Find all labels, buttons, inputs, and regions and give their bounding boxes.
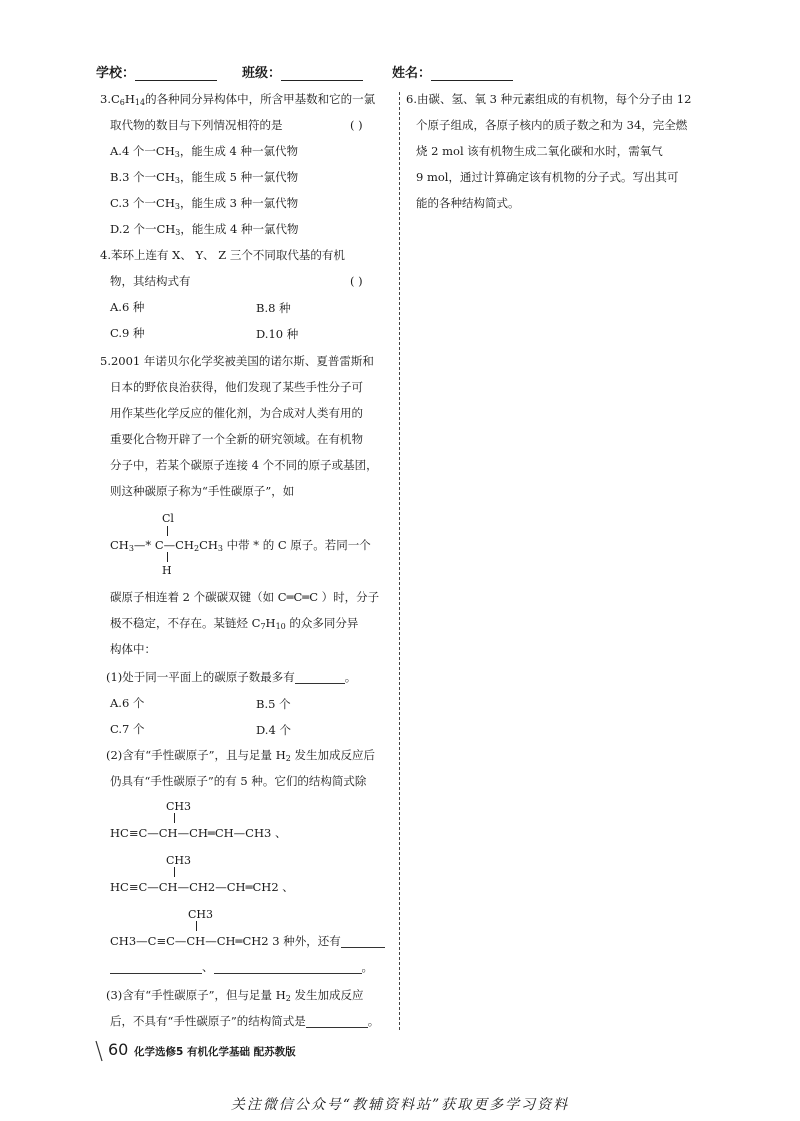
school-label: 学校： bbox=[96, 66, 136, 81]
column-divider bbox=[399, 92, 400, 1030]
formula2-main: HC≡C—CH—CH2—CH═CH2 、 bbox=[110, 880, 294, 894]
class-label: 班级： bbox=[242, 66, 282, 81]
formula3-methyl: CH3 bbox=[188, 908, 214, 921]
formula2-methyl: CH3 bbox=[166, 854, 192, 867]
q5-sub1-option-a: A.6 个 bbox=[110, 696, 145, 710]
class-field bbox=[242, 62, 363, 81]
q5-sub1-question: (1)处于同一平面上的碳原子数最多有 。 bbox=[106, 670, 357, 684]
q4-answer-paren: ( ) bbox=[350, 274, 363, 288]
page-number: 60 bbox=[108, 1040, 129, 1059]
q4-line2: 物，其结构式有 bbox=[110, 274, 191, 288]
chiral-example-h: H bbox=[162, 564, 172, 577]
q3-option-b: B.3 个一$CH_3$，能生成 5 种一氯代物 bbox=[110, 170, 299, 185]
q5-sub1-blank bbox=[295, 671, 345, 684]
q5-line9: 构体中： bbox=[110, 642, 156, 656]
book-title: 化学选修5 有机化学基础 配苏教版 bbox=[134, 1046, 296, 1058]
chiral-example-formula: $CH_3—*$ $C—CH_2CH_3$ 中带 * 的 C 原子。若同一个 bbox=[110, 538, 371, 553]
formula1-branch-bond bbox=[174, 813, 175, 823]
q5-sub1-option-c: C.7 个 bbox=[110, 722, 145, 736]
q3-line1: $3.C_6H_{14}$的各种同分异构体中，所含甲基数和它的一氯 bbox=[100, 92, 376, 107]
promo-note: 关注微信公众号“教辅资料站”获取更多学习资料 bbox=[230, 1097, 570, 1113]
q6-line4: 9 mol，通过计算确定该有机物的分子式。写出其可 bbox=[416, 170, 679, 184]
formula1-methyl: CH3 bbox=[166, 800, 192, 813]
formula2-branch-bond bbox=[174, 867, 175, 877]
q3-option-c: C.3 个一$CH_3$，能生成 3 种一氯代物 bbox=[110, 196, 299, 211]
name-field bbox=[392, 62, 513, 81]
footer-slash-decoration bbox=[94, 1040, 104, 1062]
q4-line1: 4.苯环上连有 X、 Y、 Z 三个不同取代基的有机 bbox=[100, 248, 345, 262]
formula3-answer-line: 、 。 bbox=[110, 960, 373, 974]
q3-answer-paren: ( ) bbox=[350, 118, 363, 132]
q3-option-d: D.2 个一$CH_3$，能生成 4 种一氯代物 bbox=[110, 222, 299, 237]
formula3-blank2 bbox=[110, 961, 202, 974]
name-label: 姓名： bbox=[392, 66, 432, 81]
q4-option-c: C.9 种 bbox=[110, 326, 145, 340]
q5-sub3-blank bbox=[306, 1015, 368, 1028]
school-field bbox=[96, 62, 217, 81]
name-blank bbox=[431, 66, 513, 81]
school-blank bbox=[135, 66, 217, 81]
chiral-example-bond-down bbox=[167, 552, 168, 562]
q6-line2: 个原子组成，各原子核内的质子数之和为 34，完全燃 bbox=[416, 118, 688, 132]
q5-line5: 分子中，若某个碳原子连接 4 个不同的原子或基团， bbox=[110, 458, 378, 472]
q5-sub2-line2: 仍具有“手性碳原子”的有 5 种。它们的结构简式除 bbox=[110, 774, 367, 788]
formula3-blank3 bbox=[214, 961, 362, 974]
formula1-main: HC≡C—CH—CH═CH—CH3 、 bbox=[110, 826, 287, 840]
formula3-main: CH3—C≡C—CH—CH═CH2 3 种外，还有 bbox=[110, 934, 385, 948]
q5-sub1-option-b: B.5 个 bbox=[256, 697, 291, 711]
q4-option-d: D.10 种 bbox=[256, 327, 299, 341]
q5-sub3-line2: 后，不具有“手性碳原子”的结构简式是 。 bbox=[110, 1014, 380, 1028]
chiral-example-bond-up bbox=[167, 526, 168, 536]
page-footer bbox=[94, 1040, 354, 1062]
q5-line2: 日本的野依良治获得，他们发现了某些手性分子可 bbox=[110, 380, 363, 394]
q5-line6: 则这种碳原子称为“手性碳原子”，如 bbox=[110, 484, 295, 498]
q5-line7: 碳原子相连着 2 个碳碳双键（如 C═C═C ）时，分子 bbox=[110, 590, 380, 604]
q5-sub2-line1: (2)含有“手性碳原子”，且与足量 $H_2$ 发生加成反应后 bbox=[106, 748, 375, 763]
chiral-example-cl: Cl bbox=[162, 512, 174, 525]
q5-line3: 用作某些化学反应的催化剂，为合成对人类有用的 bbox=[110, 406, 363, 420]
class-blank bbox=[281, 66, 363, 81]
q4-option-a: A.6 种 bbox=[110, 300, 145, 314]
q3-line2: 取代物的数目与下列情况相符的是 bbox=[110, 118, 283, 132]
q6-line5: 能的各种结构简式。 bbox=[416, 196, 520, 210]
formula3-branch-bond bbox=[196, 921, 197, 931]
formula3-blank1 bbox=[341, 935, 385, 948]
q6-line3: 烧 2 mol 该有机物生成二氧化碳和水时，需氧气 bbox=[416, 144, 663, 158]
q5-line8: 极不稳定，不存在。某链烃 $C_7H_{10}$ 的众多同分异 bbox=[110, 616, 359, 631]
q5-sub3-line1: (3)含有“手性碳原子”，但与足量 $H_2$ 发生加成反应 bbox=[106, 988, 364, 1003]
q4-option-b: B.8 种 bbox=[256, 301, 291, 315]
q5-line1: 5.2001 年诺贝尔化学奖被美国的诺尔斯、夏普雷斯和 bbox=[100, 354, 374, 368]
q5-sub1-option-d: D.4 个 bbox=[256, 723, 291, 737]
q5-line4: 重要化合物开辟了一个全新的研究领域。在有机物 bbox=[110, 432, 363, 446]
student-info-header bbox=[96, 62, 536, 84]
q3-option-a: A.4 个一$CH_3$，能生成 4 种一氯代物 bbox=[110, 144, 298, 159]
q6-line1: 6.由碳、氢、氧 3 种元素组成的有机物，每个分子由 12 bbox=[406, 92, 692, 106]
